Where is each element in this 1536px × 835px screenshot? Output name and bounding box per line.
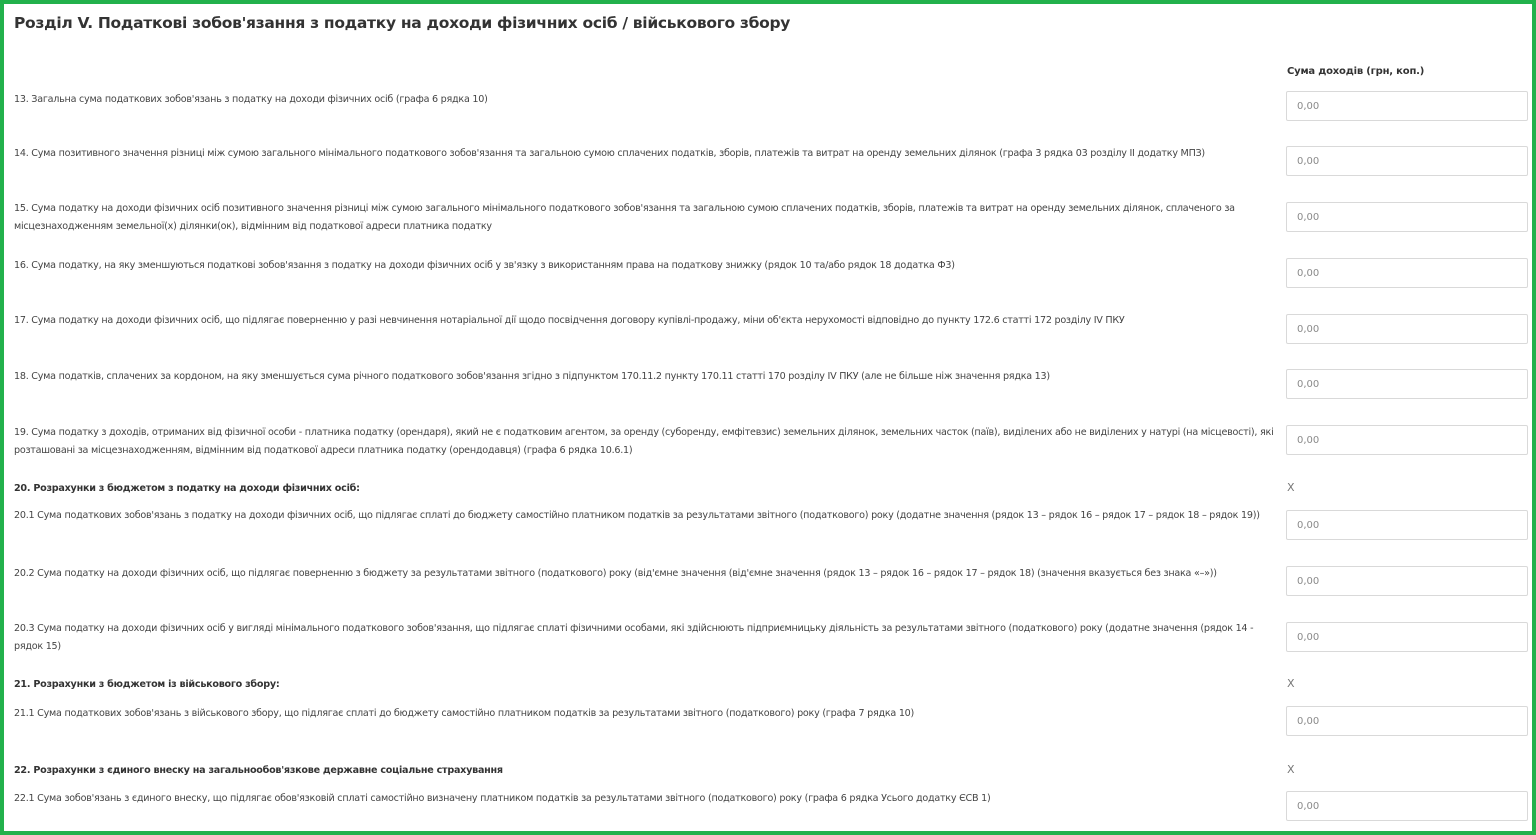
row-17-input[interactable]: 0,00 [1286, 314, 1528, 344]
row-16-input[interactable]: 0,00 [1286, 258, 1528, 288]
row-label-22-1: 22.1 Сума зобов'язань з єдиного внеску, що підлягає обов'язковій сплаті самостійно визначену платником податків за результатами звітного (податкового) року (графа 6 рядка Усього додатку ЄСВ 1) [14, 793, 991, 804]
row-14-input[interactable]: 0,00 [1286, 146, 1528, 176]
row-label-20-2: 20.2 Сума податку на доходи фізичних осіб, що підлягає поверненню з бюджету за результатами звітного (податкового) року (від'ємне значення (від'ємне значення (рядок 13 – рядок 16 – рядок 17 – рядок 18) (значення вказується без знака «–»)) [14, 568, 1217, 579]
row-label-20-3: 20.3 Сума податку на доходи фізичних осіб у вигляді мінімального податкового зобов'язання, що підлягає сплаті фізичними особами, які здійснюють підприємницьку діяльність за результатами звітного (податкового) року (додатне значення (рядок 14 - рядок 15) [14, 623, 1254, 652]
row-label-20: 20. Розрахунки з бюджетом з податку на доходи фізичних осіб: [14, 483, 360, 494]
row-label-13: 13. Загальна сума податкових зобов'язань з податку на доходи фізичних осіб (графа 6 рядка 10) [14, 94, 488, 105]
row-20-1-input[interactable]: 0,00 [1286, 510, 1528, 540]
row-label-15: 15. Сума податку на доходи фізичних осіб позитивного значення різниці між сумою загального мінімального податкового зобов'язання та загальною сумою сплачених податків, зборів, платежів та витрат на оренду земельних ділянок, сплаченого за місцезнаходженням земельної(х) ділянки(ок), відмінним від податкової адреси платника податку [14, 203, 1235, 232]
row-label-18: 18. Сума податків, сплачених за кордоном, на яку зменшується сума річного податкового зобов'язання згідно з підпунктом 170.11.2 пункту 170.11 статті 170 розділу IV ПКУ (але не більше ніж значення рядка 13) [14, 371, 1050, 382]
row-21-x-mark: X [1287, 677, 1295, 690]
row-22-x-mark: X [1287, 763, 1295, 776]
row-20-3-input[interactable]: 0,00 [1286, 622, 1528, 652]
row-label-16: 16. Сума податку, на яку зменшуються податкові зобов'язання з податку на доходи фізичних осіб у зв'язку з використанням права на податкову знижку (рядок 10 та/або рядок 18 додатка Ф3) [14, 260, 955, 271]
row-20-x-mark: X [1287, 481, 1295, 494]
row-label-14: 14. Сума позитивного значення різниці між сумою загального мінімального податкового зобов'язання та загальною сумою сплачених податків, зборів, платежів та витрат на оренду земельних ділянок (графа 3 рядка 03 розділу II додатку МПЗ) [14, 148, 1205, 159]
row-18-input[interactable]: 0,00 [1286, 369, 1528, 399]
row-label-21: 21. Розрахунки з бюджетом із військового збору: [14, 679, 280, 690]
row-15-input[interactable]: 0,00 [1286, 202, 1528, 232]
section-title: Розділ V. Податкові зобов'язання з податку на доходи фізичних осіб / військового збору [14, 14, 791, 32]
row-label-19: 19. Сума податку з доходів, отриманих від фізичної особи - платника податку (орендаря), який не є податковим агентом, за оренду (суборенду, емфітевзис) земельних ділянок, земельних часток (паїв), виділених або не виділених у натурі (на місцевості), які розташовані за місцезнаходженням, відмінним від податкової адреси платника податку (орендодавця) (графа 6 рядка 10.6.1) [14, 427, 1274, 456]
row-label-20-1: 20.1 Сума податкових зобов'язань з податку на доходи фізичних осіб, що підлягає сплаті до бюджету самостійно платником податків за результатами звітного (податкового) року (додатне значення (рядок 13 – рядок 16 – рядок 17 – рядок 18 – рядок 19)) [14, 510, 1260, 521]
row-label-22: 22. Розрахунки з єдиного внеску на загальнообов'язкове державне соціальне страхування [14, 765, 503, 776]
row-19-input[interactable]: 0,00 [1286, 425, 1528, 455]
row-21-1-input[interactable]: 0,00 [1286, 706, 1528, 736]
column-header-income-sum: Сума доходів (грн, коп.) [1287, 66, 1425, 77]
row-label-21-1: 21.1 Сума податкових зобов'язань з військового збору, що підлягає сплаті до бюджету самостійно платником податків за результатами звітного (податкового) року (графа 7 рядка 10) [14, 708, 915, 719]
row-label-17: 17. Сума податку на доходи фізичних осіб, що підлягає поверненню у разі невчинення нотаріальної дії щодо посвідчення договору купівлі-продажу, міни об'єкта нерухомості відповідно до пункту 172.6 статті 172 розділу IV ПКУ [14, 315, 1125, 326]
row-20-2-input[interactable]: 0,00 [1286, 566, 1528, 596]
row-22-1-input[interactable]: 0,00 [1286, 791, 1528, 821]
row-13-input[interactable]: 0,00 [1286, 91, 1528, 121]
